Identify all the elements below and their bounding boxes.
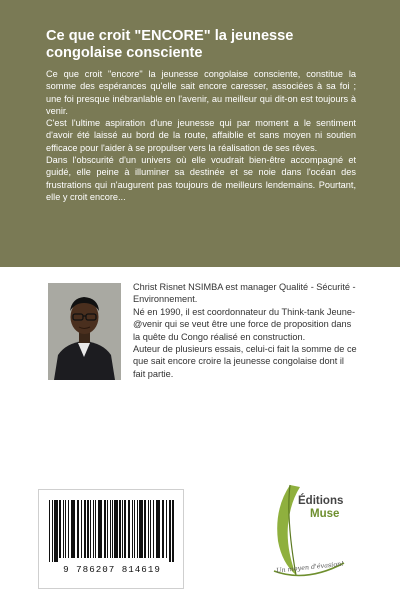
barcode-bar bbox=[144, 500, 146, 558]
barcode-bar bbox=[110, 500, 111, 558]
blurb-paragraph: C'est l'ultime aspiration d'une jeunesse qui par moment a le sentiment d'avoir été laissé au bord de la route, affaiblie et sans moyen ni soutien efficace pour l'aider à se propulser vers la réalisation de ses rêves. bbox=[46, 118, 356, 153]
barcode-bar bbox=[104, 500, 106, 558]
publisher-tagline: Un moyen d'évasion! bbox=[275, 559, 345, 575]
barcode-bar bbox=[54, 500, 58, 562]
barcode-bar bbox=[65, 500, 66, 558]
barcode-bar bbox=[93, 500, 94, 558]
bio-paragraph: Auteur de plusieurs essais, celui-ci fait la somme de ce que sait encore croire la jeunesse congolaise dont il fait partie. bbox=[133, 344, 357, 379]
barcode-bar bbox=[148, 500, 149, 558]
barcode-bar bbox=[139, 500, 143, 558]
barcode-bar bbox=[52, 500, 53, 562]
barcode-bar bbox=[119, 500, 121, 558]
barcode-bar bbox=[90, 500, 91, 558]
barcode-bar bbox=[59, 500, 61, 558]
publisher-logo bbox=[266, 479, 348, 589]
blurb-paragraph: Ce que croit "encore" la jeunesse congolaise consciente, constitue la somme des espérances qu'elle sait encore caresser, associées à sa foi ; une foi presque inébranlable en l'avenir, au meilleur qui dit-on est toujours à venir. bbox=[46, 69, 356, 116]
barcode-bar bbox=[150, 500, 151, 558]
author-bio bbox=[133, 281, 358, 380]
blurb-paragraph: Dans l'obscurité d'un univers où elle voudrait bien-être accompagné et guidé, elle peine à illuminer sa destinée et se noie dans l'océan des frustrations qui n'augurent pas toujours de meilleurs lendemains. Pourtant, elle y croit encore... bbox=[46, 155, 356, 202]
barcode-bar bbox=[162, 500, 164, 558]
barcode-bar bbox=[87, 500, 89, 558]
barcode-bar bbox=[98, 500, 102, 558]
barcode-bar bbox=[169, 500, 171, 562]
book-title: Ce que croit "ENCORE" la jeunesse congolaise consciente bbox=[46, 28, 294, 61]
barcode-bar bbox=[112, 500, 113, 558]
barcode-bar bbox=[84, 500, 86, 558]
barcode-bar bbox=[172, 500, 174, 562]
barcode-bar bbox=[63, 500, 64, 558]
barcode-bar bbox=[114, 500, 118, 558]
barcode-bar bbox=[122, 500, 123, 558]
barcode-bar bbox=[124, 500, 126, 558]
barcode-bar bbox=[68, 500, 69, 558]
blurb bbox=[46, 68, 356, 203]
barcode-bars bbox=[45, 500, 179, 562]
publisher-name-line2: Muse bbox=[310, 508, 340, 520]
bio-paragraph: Né en 1990, il est coordonnateur du Think-tank Jeune-@venir qui se veut être une force de proposition dans la quête du Congo réalisé en construction. bbox=[133, 306, 356, 342]
publisher-name-line1: Éditions bbox=[298, 495, 344, 507]
bio-paragraph: Christ Risnet NSIMBA est manager Qualité - Sécurité - Environnement. bbox=[133, 282, 356, 305]
barcode-bar bbox=[95, 500, 96, 558]
barcode-bar bbox=[134, 500, 135, 558]
top-panel bbox=[0, 0, 400, 267]
barcode-bar bbox=[49, 500, 50, 562]
isbn-number: 9 786207 814619 bbox=[63, 564, 161, 575]
barcode-bar bbox=[71, 500, 75, 558]
bottom-panel bbox=[0, 267, 400, 600]
barcode-bar bbox=[81, 500, 82, 558]
barcode-bar bbox=[166, 500, 167, 558]
barcode-bar bbox=[153, 500, 154, 558]
author-photo bbox=[48, 283, 121, 380]
barcode-bar bbox=[132, 500, 133, 558]
barcode-bar bbox=[77, 500, 79, 558]
barcode-bar bbox=[156, 500, 160, 558]
barcode-bar bbox=[128, 500, 130, 558]
barcode bbox=[38, 489, 184, 589]
barcode-bar bbox=[107, 500, 108, 558]
barcode-bar bbox=[137, 500, 138, 558]
